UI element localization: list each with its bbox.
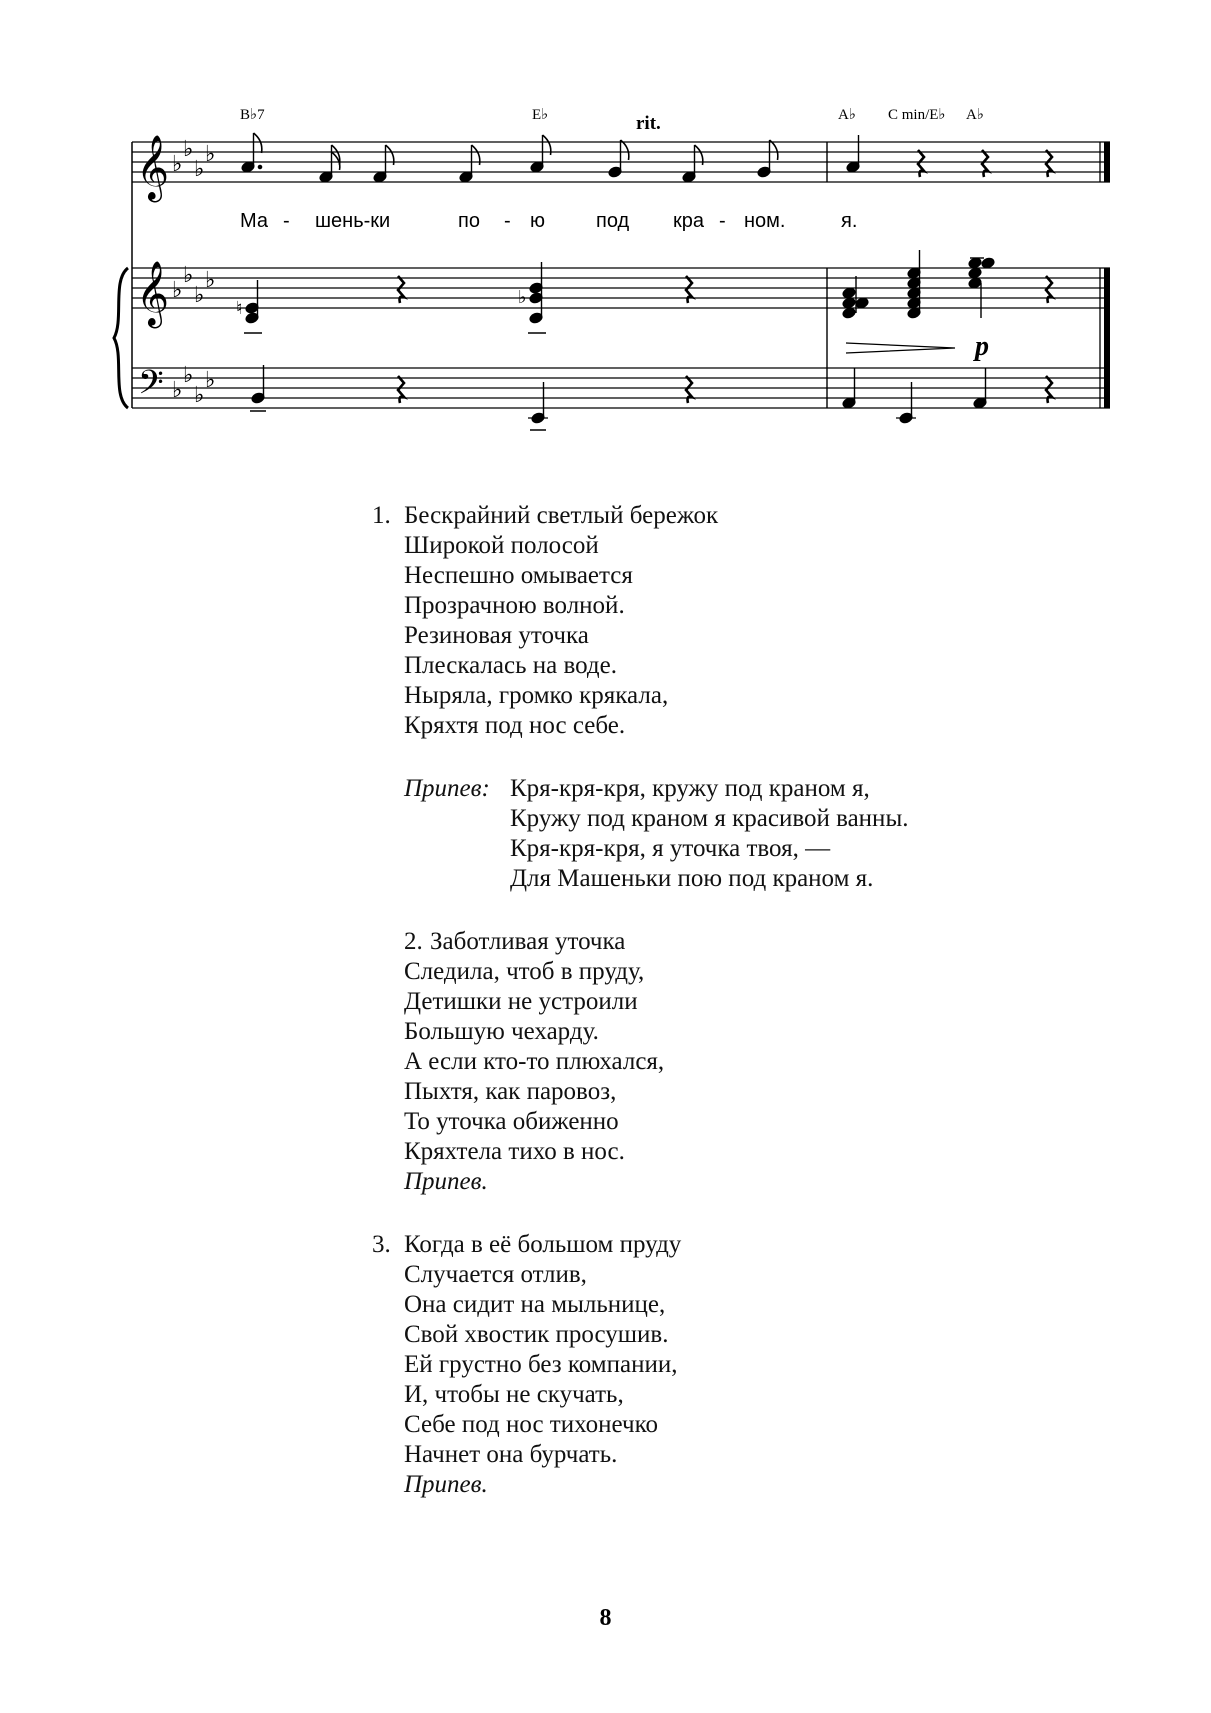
verse-line: Кряхтя под нос себе.: [404, 712, 626, 739]
verse-line: Пыхтя, как паровоз,: [404, 1078, 617, 1105]
svg-text:♭: ♭: [183, 263, 194, 288]
refrain-marker: Припев.: [404, 1471, 488, 1498]
treble-clef-icon: 𝄞: [136, 261, 170, 326]
verse-line: Следила, чтоб в пруду,: [404, 958, 645, 985]
svg-text:♭: ♭: [172, 278, 183, 303]
lyric-syllable: шень-ки: [315, 210, 391, 232]
svg-text:♭: ♭: [518, 287, 527, 308]
chorus-line: Для Машеньки пою под краном я.: [510, 865, 874, 892]
verse-number: 3.: [372, 1231, 391, 1258]
svg-text:♭: ♭: [205, 368, 216, 393]
verse-line: Большую чехарду.: [404, 1018, 599, 1045]
verse-line: Детишки не устроили: [404, 988, 638, 1015]
lyric-syllable: я.: [841, 210, 858, 232]
dynamic-marking: p: [975, 331, 989, 362]
chord-symbol: C min/E♭: [888, 107, 946, 123]
svg-text:♭: ♭: [205, 268, 216, 293]
lyric-syllable: ю: [530, 210, 545, 232]
verse-number: 2.: [404, 928, 423, 955]
svg-text:♭: ♭: [194, 283, 205, 308]
chorus-line: Кря-кря-кря, кружу под краном я,: [510, 775, 870, 802]
chorus-label: Припев:: [404, 775, 490, 802]
lyric-syllable: Ма: [240, 210, 269, 232]
chord-symbol: A♭: [966, 107, 984, 123]
verse-line: Неспешно омывается: [404, 562, 633, 589]
svg-text:♭: ♭: [172, 152, 183, 177]
verse-line: Широкой полосой: [404, 532, 599, 559]
verse-line: Бескрайний светлый бережок: [404, 502, 719, 529]
lyric-syllable: -: [504, 210, 511, 232]
page-number: 8: [599, 1605, 612, 1631]
lyric-syllable: -: [283, 210, 290, 232]
svg-text:♭: ♭: [205, 142, 216, 167]
chord-symbol: A♭: [838, 107, 856, 123]
svg-text:♮: ♮: [236, 298, 243, 319]
chord-symbol: E♭: [532, 107, 549, 123]
verse-line: Ныряла, громко крякала,: [404, 682, 669, 709]
verse-line: Кряхтела тихо в нос.: [404, 1138, 625, 1165]
svg-text:♭: ♭: [194, 157, 205, 182]
lyric-syllable: кра: [673, 210, 704, 232]
verse-line: А если кто-то плюхался,: [404, 1048, 665, 1075]
chord-symbol: B♭7: [240, 107, 265, 123]
lyric-syllable: ном.: [744, 210, 786, 232]
svg-text:♭: ♭: [183, 137, 194, 162]
bass-clef-icon: 𝄢: [138, 364, 164, 410]
verse-line: Резиновая уточка: [404, 622, 589, 649]
svg-text:♭: ♭: [183, 363, 194, 388]
verse-number: 1.: [372, 502, 391, 529]
verse-line: Она сидит на мыльнице,: [404, 1291, 666, 1318]
lyric-syllable: -: [719, 210, 726, 232]
verse-line: Ей грустно без компании,: [404, 1351, 678, 1378]
svg-text:♭: ♭: [194, 383, 205, 408]
chorus-line: Кря-кря-кря, я уточка твоя, —: [510, 835, 831, 862]
treble-clef-icon: 𝄞: [136, 135, 170, 200]
verse-line: То уточка обиженно: [404, 1108, 619, 1135]
refrain-marker: Припев.: [404, 1168, 488, 1195]
verse-line: Свой хвостик просушив.: [404, 1321, 669, 1348]
lyric-syllable: по: [458, 210, 480, 232]
verse-line: Начнет она бурчать.: [404, 1441, 618, 1468]
svg-text:♭: ♭: [172, 378, 183, 403]
verse-line: Плескалась на воде.: [404, 652, 617, 679]
verse-line: Когда в её большом пруду: [404, 1231, 682, 1258]
tempo-marking: rit.: [636, 113, 661, 134]
verse-line: Случается отлив,: [404, 1261, 587, 1288]
verse-line: И, чтобы не скучать,: [404, 1381, 624, 1408]
chorus-line: Кружу под краном я красивой ванны.: [510, 805, 909, 832]
verse-line: Себе под нос тихонечко: [404, 1411, 658, 1438]
lyric-syllable: под: [596, 210, 630, 232]
verse-line: Прозрачною волной.: [404, 592, 625, 619]
verse-line: Заботливая уточка: [430, 928, 626, 955]
